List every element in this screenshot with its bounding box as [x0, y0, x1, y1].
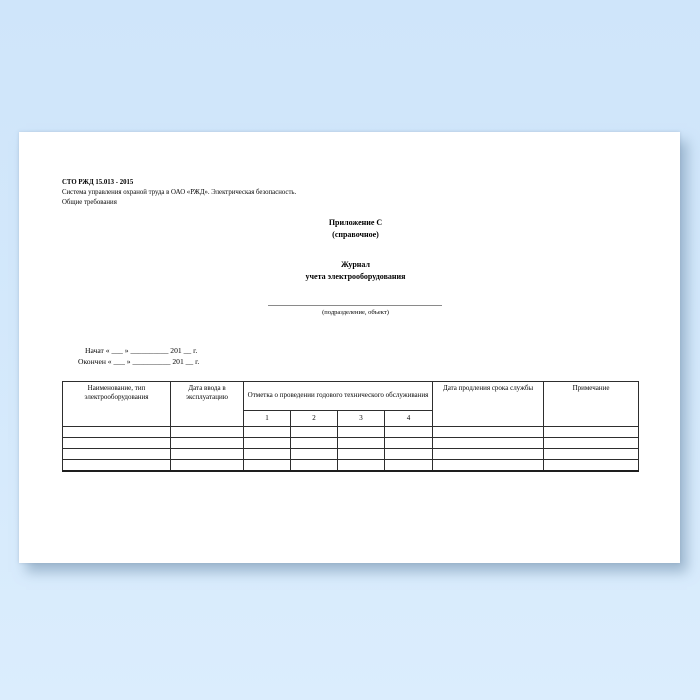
- standard-reference-block: [62, 178, 296, 208]
- table-header-extension-date: Дата продления срока службы: [433, 382, 544, 427]
- unit-caption: (подразделение, объект): [322, 309, 389, 316]
- journal-heading: [25, 259, 686, 282]
- table-cell: [171, 438, 244, 449]
- journal-finished-line: Окончен « ___ » __________ 201 __ г.: [78, 357, 200, 366]
- standard-scope: Общие требования: [62, 199, 117, 206]
- table-subheader-quarter-1: 1: [244, 411, 291, 427]
- table-cell: [171, 427, 244, 438]
- table-cell: [244, 438, 291, 449]
- table-cell: [433, 449, 544, 460]
- table-cell: [544, 427, 639, 438]
- table-header-commissioning-date: Дата ввода в эксплуатацию: [171, 382, 244, 427]
- table-cell: [338, 460, 385, 472]
- standard-code: СТО РЖД 15.013 - 2015: [62, 179, 134, 186]
- table-subheader-quarter-3: 3: [338, 411, 385, 427]
- table-header-annual-maintenance: Отметка о проведении годового технического обслуживания: [244, 382, 433, 411]
- table-cell: [544, 438, 639, 449]
- table-cell: [291, 427, 338, 438]
- appendix-heading: [25, 217, 686, 240]
- table-cell: [544, 460, 639, 472]
- table-cell: [244, 427, 291, 438]
- table-cell: [63, 427, 171, 438]
- table-cell: [385, 460, 433, 472]
- table-cell: [244, 460, 291, 472]
- journal-title: Журнал: [341, 260, 370, 269]
- table-row: [63, 427, 639, 438]
- table-cell: [385, 427, 433, 438]
- table-header-note: Примечание: [544, 382, 639, 427]
- table-row: [63, 449, 639, 460]
- table-cell: [171, 460, 244, 472]
- table-header-row: [63, 382, 639, 411]
- equipment-log-table: [62, 381, 639, 472]
- table-cell: [291, 438, 338, 449]
- table-cell: [338, 438, 385, 449]
- table-cell: [338, 427, 385, 438]
- table-cell: [385, 449, 433, 460]
- table-cell: [63, 460, 171, 472]
- table-subheader-quarter-2: 2: [291, 411, 338, 427]
- table-cell: [171, 449, 244, 460]
- table-cell: [291, 460, 338, 472]
- standard-description: Система управления охраной труда в ОАО «РЖД». Электрическая безопасность.: [62, 189, 297, 196]
- table-header-name: Наименование, тип электрооборудования: [63, 382, 171, 427]
- journal-started-line: Начат « ___ » __________ 201 __ г.: [85, 346, 198, 355]
- table-cell: [433, 438, 544, 449]
- table-cell: [63, 438, 171, 449]
- table-cell: [291, 449, 338, 460]
- table-cell: [63, 449, 171, 460]
- table-subheader-quarter-4: 4: [385, 411, 433, 427]
- table-cell: [338, 449, 385, 460]
- document-page: [19, 132, 680, 563]
- table-row: [63, 438, 639, 449]
- unit-fill-in-line: [268, 305, 442, 306]
- table-cell: [385, 438, 433, 449]
- appendix-subtitle: (справочное): [332, 229, 379, 239]
- table-cell: [544, 449, 639, 460]
- journal-subtitle: учета электрооборудования: [305, 271, 406, 281]
- appendix-title: Приложение С: [328, 218, 383, 227]
- table-cell: [433, 427, 544, 438]
- table-cell: [244, 449, 291, 460]
- table-cell: [433, 460, 544, 472]
- table-row: [63, 460, 639, 472]
